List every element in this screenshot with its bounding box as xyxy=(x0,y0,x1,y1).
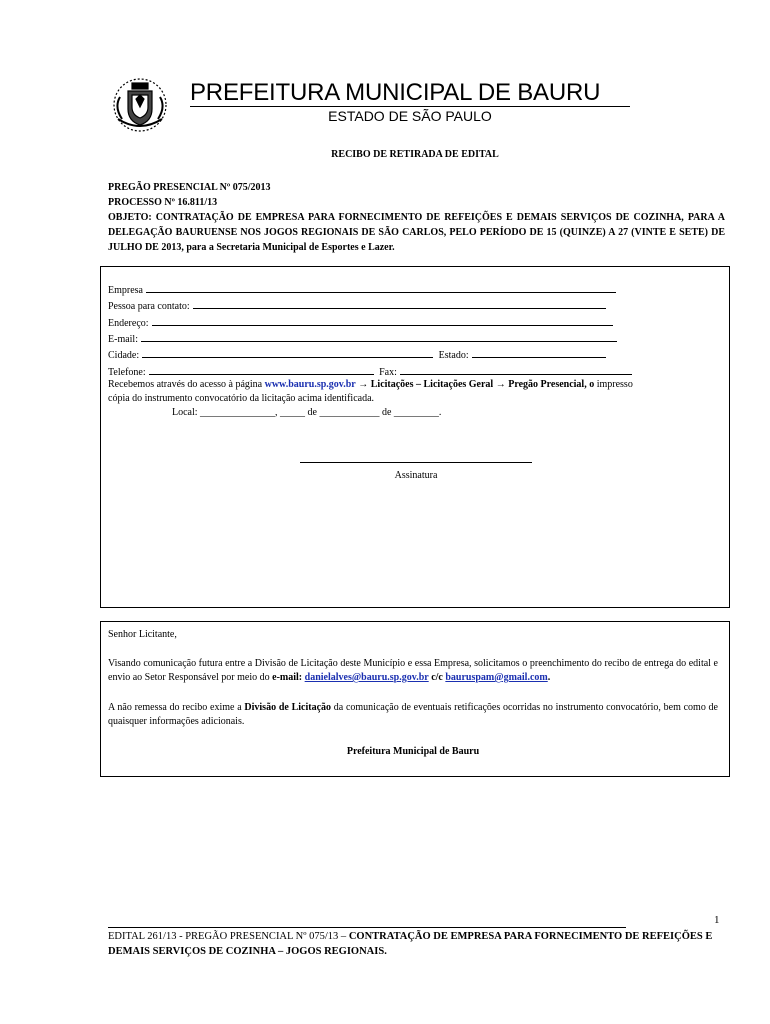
salutation: Senhor Licitante, xyxy=(108,629,177,640)
signature-label: Assinatura xyxy=(394,470,438,481)
estado-line[interactable] xyxy=(472,348,606,358)
notice-signoff: Prefeitura Municipal de Bauru xyxy=(346,746,480,757)
receipt-o: o xyxy=(589,379,595,390)
receipt-suffix: impresso xyxy=(596,379,633,390)
objeto-text: OBJETO: CONTRATAÇÃO DE EMPRESA PARA FORNECIMENTO DE REFEIÇÕES E DEMAIS SERVIÇOS DE COZINHA, PARA A DELEGAÇÃO BAURUENSE NOS JOGOS REGIONAIS DE SÃO CARLOS, PELO PERÍODO DE 15 (QUINZE) A 27 (VINTE E SETE) DE JULHO DE 2013, para a Secretaria Municipal de Esportes e Lazer. xyxy=(108,212,725,253)
document-meta xyxy=(108,180,725,255)
site-path: → Licitações – Licitações Geral → Pregão Presencial, xyxy=(358,379,587,390)
notice-p2-suffix: da comunicação de eventuais retificações ocorridas no instrumento convocatório, bem como de quaisquer informações adicionais. xyxy=(108,702,718,727)
page-number: 1 xyxy=(714,914,720,926)
pessoa-label: Pessoa para contato: xyxy=(108,301,190,312)
cc-label: c/c xyxy=(431,672,443,683)
notice-p1-text: Visando comunicação futura entre a Divisão de Licitação deste Município e essa Empresa, solicitamos o preenchimento do recibo de entrega do edital e envio ao Setor Responsável por meio do xyxy=(108,658,718,683)
title-underline xyxy=(190,106,630,107)
endereco-line[interactable] xyxy=(152,316,613,326)
site-link[interactable]: www.bauru.sp.gov.br xyxy=(264,379,356,390)
fax-label: Fax: xyxy=(379,367,397,378)
notice-p2-prefix: A não remessa do recibo exime a xyxy=(108,702,242,713)
pregao-number: PREGÃO PRESENCIAL Nº 075/2013 xyxy=(108,182,271,193)
municipality-title: PREFEITURA MUNICIPAL DE BAURU xyxy=(190,79,601,106)
email-link-primary[interactable]: danielalves@bauru.sp.gov.br xyxy=(304,672,429,683)
local-date-line[interactable]: Local: _______________, _____ de ____________ de _________. xyxy=(172,407,442,418)
empresa-line[interactable] xyxy=(146,283,616,293)
telefone-label: Telefone: xyxy=(108,367,146,378)
email-label-bold: e-mail: xyxy=(272,672,303,683)
document-title: RECIBO DE RETIRADA DE EDITAL xyxy=(331,149,499,160)
notice-paragraph-1: Visando comunicação futura entre a Divisão de Licitação deste Município e essa Empresa, solicitamos o preenchimento do recibo de entrega do edital e envio ao Setor Responsável por meio do e-mail: danielalves@bauru.sp.gov.br c/c bauruspam@gmail.com. xyxy=(108,658,718,683)
pessoa-field[interactable] xyxy=(108,299,606,312)
signature-line[interactable] xyxy=(300,462,532,463)
email-label: E-mail: xyxy=(108,334,138,345)
state-subtitle: ESTADO DE SÃO PAULO xyxy=(328,108,492,124)
endereco-field[interactable] xyxy=(108,316,613,329)
endereco-label: Endereço: xyxy=(108,318,149,329)
footer-edital: EDITAL 261/13 - PREGÃO PRESENCIAL Nº 075/13 – xyxy=(108,931,347,942)
email-link-cc[interactable]: bauruspam@gmail.com xyxy=(445,672,548,683)
receipt-prefix: Recebemos através do acesso à página xyxy=(108,379,263,390)
estado-label: Estado: xyxy=(438,350,469,361)
fax-line[interactable] xyxy=(400,365,632,375)
receipt-statement xyxy=(108,378,718,406)
empresa-field[interactable] xyxy=(108,283,616,296)
pessoa-line[interactable] xyxy=(193,299,606,309)
empresa-label: Empresa xyxy=(108,285,143,296)
coat-of-arms-icon xyxy=(110,75,170,135)
email-field[interactable] xyxy=(108,332,617,345)
footer-edital-bold: CONTRATAÇÃO DE EMPRESA PARA FORNECIMENTO DE REFEIÇÕES E DEMAIS SERVIÇOS DE COZINHA – JOGOS REGIONAIS. xyxy=(108,931,713,957)
cidade-label: Cidade: xyxy=(108,350,140,361)
receipt-line2: cópia do instrumento convocatório da licitação acima identificada. xyxy=(108,393,375,404)
notice-paragraph-2 xyxy=(108,701,718,729)
divisao-licitacao: Divisão de Licitação xyxy=(244,702,332,713)
footer-text xyxy=(108,929,728,959)
telefone-field[interactable] xyxy=(108,365,632,378)
cidade-field[interactable] xyxy=(108,348,606,361)
footer-rule xyxy=(108,927,626,928)
processo-number: PROCESSO Nº 16.811/13 xyxy=(108,197,218,208)
email-line[interactable] xyxy=(141,332,617,342)
cidade-line[interactable] xyxy=(142,348,433,358)
telefone-line[interactable] xyxy=(149,365,374,375)
